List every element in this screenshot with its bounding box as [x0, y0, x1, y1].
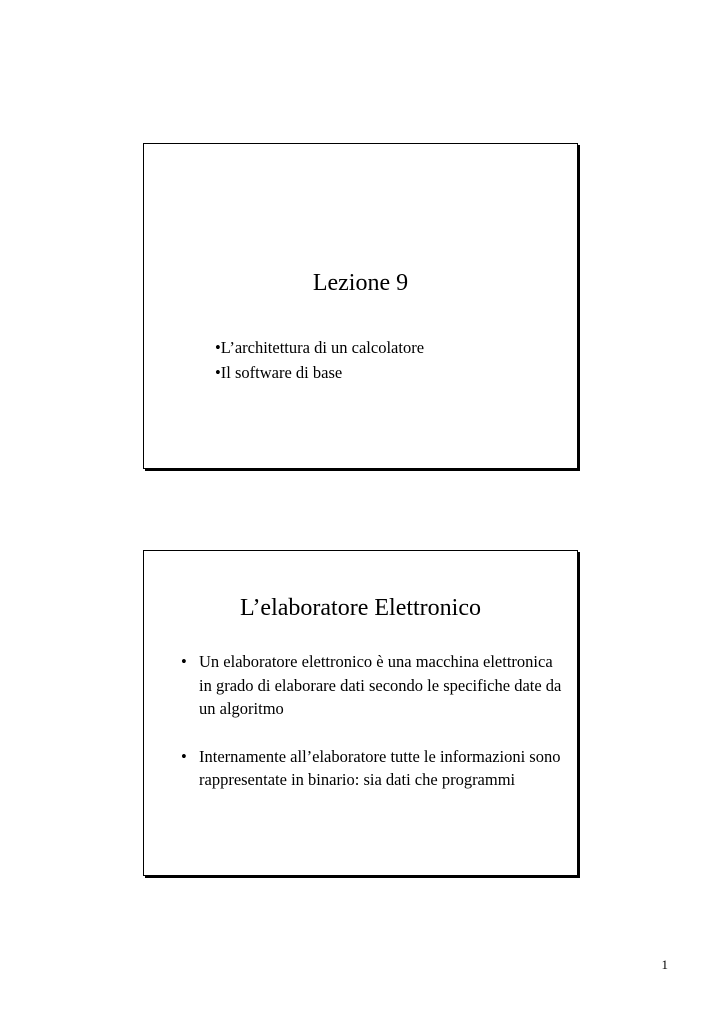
slide-2-bullet-list: [181, 650, 566, 816]
slide-1-bullet-1: •L’architettura di un calcolatore: [215, 338, 425, 357]
slide-2-bullet-2-text: Internamente all’elaboratore tutte le informazioni sono rappresentate in binario: sia dati che programmi: [199, 746, 561, 789]
slide-2-bullet-1: [181, 650, 566, 721]
bullet-dot-icon: •: [181, 652, 187, 671]
slide-2-bullet-1-text: Un elaboratore elettronico è una macchina elettronica in grado di elaborare dati secondo le specifiche date da un algoritmo: [199, 652, 562, 718]
bullet-dot-icon: •: [181, 746, 187, 766]
slide-1-bullet-list: [215, 335, 424, 385]
slide-1-bullet-2: •Il software di base: [215, 363, 343, 382]
page-number: 1: [661, 957, 668, 972]
slide-2-title: L’elaboratore Elettronico: [239, 595, 481, 621]
slide-2: [143, 550, 578, 876]
slide-1: [143, 143, 578, 469]
slide-1-title: Lezione 9: [312, 270, 409, 296]
slide-2-bullet-2: [181, 745, 566, 792]
